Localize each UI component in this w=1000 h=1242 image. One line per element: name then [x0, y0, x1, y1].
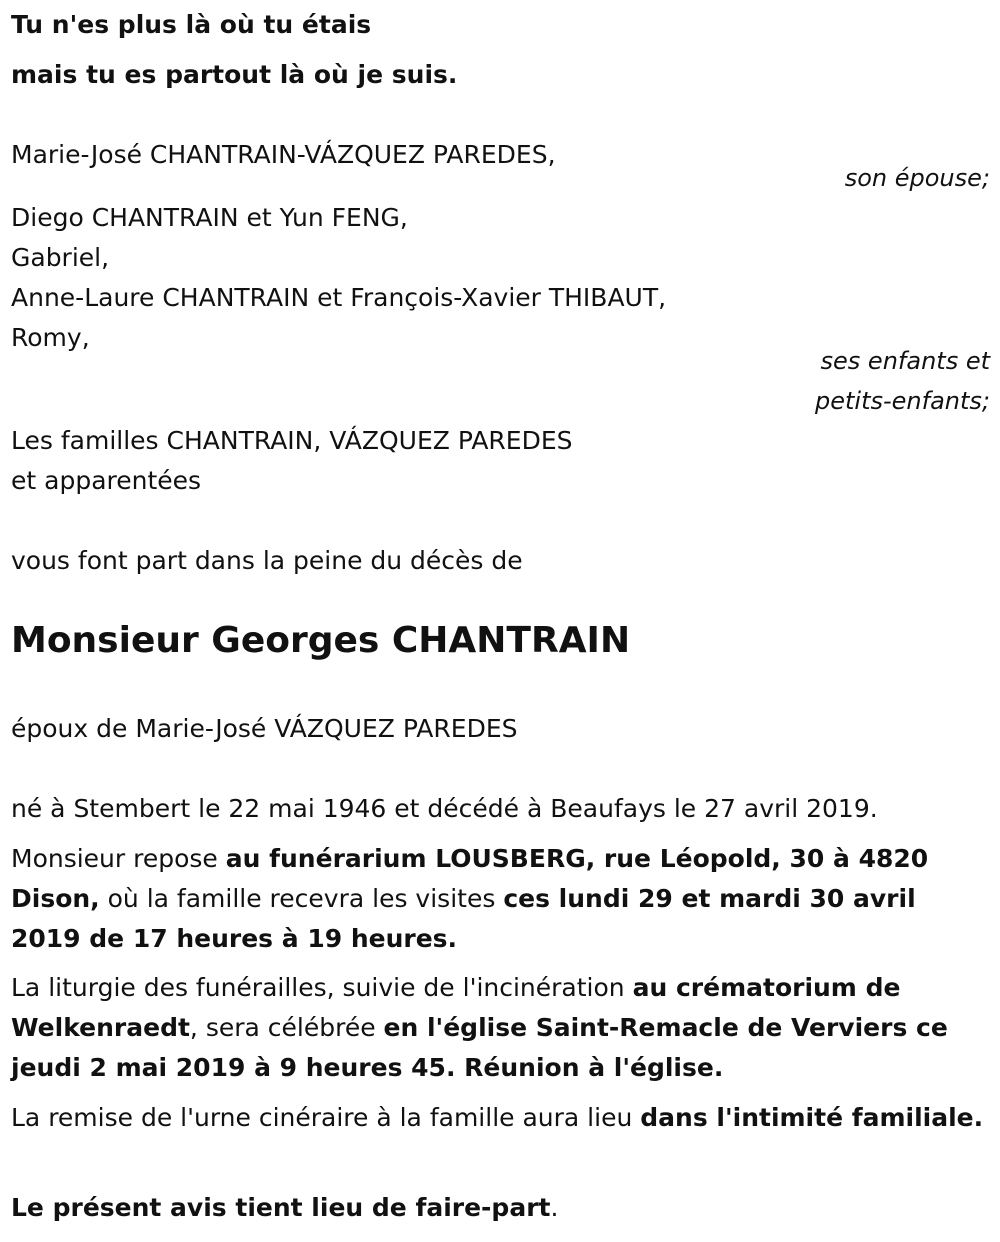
liturgy-text-2: , sera célébrée — [189, 1013, 384, 1042]
birth-death-text: né à Stembert le 22 mai 1946 et décédé à Beaufays le 27 avril 2019. — [11, 794, 878, 823]
urn-text-1: La remise de l'urne cinéraire à la famille aura lieu — [11, 1103, 641, 1132]
visitation-dates: ces lundi 29 et mardi 30 avril 2019 de 17 heures à 19 heures. — [11, 884, 916, 953]
visitation-text-2: où la famille recevra les visites — [99, 884, 504, 913]
children-role-line-2: petits-enfants; — [815, 387, 990, 415]
quote-line-1: Tu n'es plus là où tu étais — [11, 10, 372, 39]
child-line-3: Anne-Laure CHANTRAIN et François-Xavier THIBAUT, — [11, 283, 667, 312]
spouse-role: son épouse; — [844, 164, 990, 192]
deceased-name: Monsieur Georges CHANTRAIN — [11, 620, 631, 661]
closing-paragraph — [11, 1188, 991, 1228]
deceased-spouse-of: époux de Marie-José VÁZQUEZ PAREDES — [11, 714, 518, 743]
crematorium-location: au crématorium de Welkenraedt — [11, 973, 901, 1042]
liturgy-text-1: La liturgie des funérailles, suivie de l'incinération — [11, 973, 633, 1002]
child-line-1: Diego CHANTRAIN et Yun FENG, — [11, 203, 408, 232]
urn-paragraph — [11, 1098, 991, 1138]
announcement-text: vous font part dans la peine du décès de — [11, 546, 523, 575]
closing-period: . — [550, 1193, 559, 1222]
visitation-paragraph — [11, 839, 991, 959]
families-line-2: et apparentées — [11, 466, 202, 495]
funerarium-address: au funérarium LOUSBERG, rue Léopold, 30 à 4820 Dison, — [11, 844, 929, 913]
visitation-text-1: Monsieur repose — [11, 844, 226, 873]
child-line-2: Gabriel, — [11, 243, 110, 272]
liturgy-paragraph — [11, 968, 991, 1088]
spouse-name: Marie-José CHANTRAIN-VÁZQUEZ PAREDES, — [11, 140, 556, 169]
child-line-4: Romy, — [11, 323, 90, 352]
urn-privacy: dans l'intimité familiale. — [640, 1103, 984, 1132]
families-line-1: Les familles CHANTRAIN, VÁZQUEZ PAREDES — [11, 426, 573, 455]
church-details: en l'église Saint-Remacle de Verviers ce jeudi 2 mai 2019 à 9 heures 45. Réunion à l'église. — [11, 1013, 948, 1082]
children-role-line-1: ses enfants et — [820, 347, 990, 375]
quote-line-2: mais tu es partout là où je suis. — [11, 60, 458, 89]
closing-statement: Le présent avis tient lieu de faire-part — [11, 1193, 551, 1222]
